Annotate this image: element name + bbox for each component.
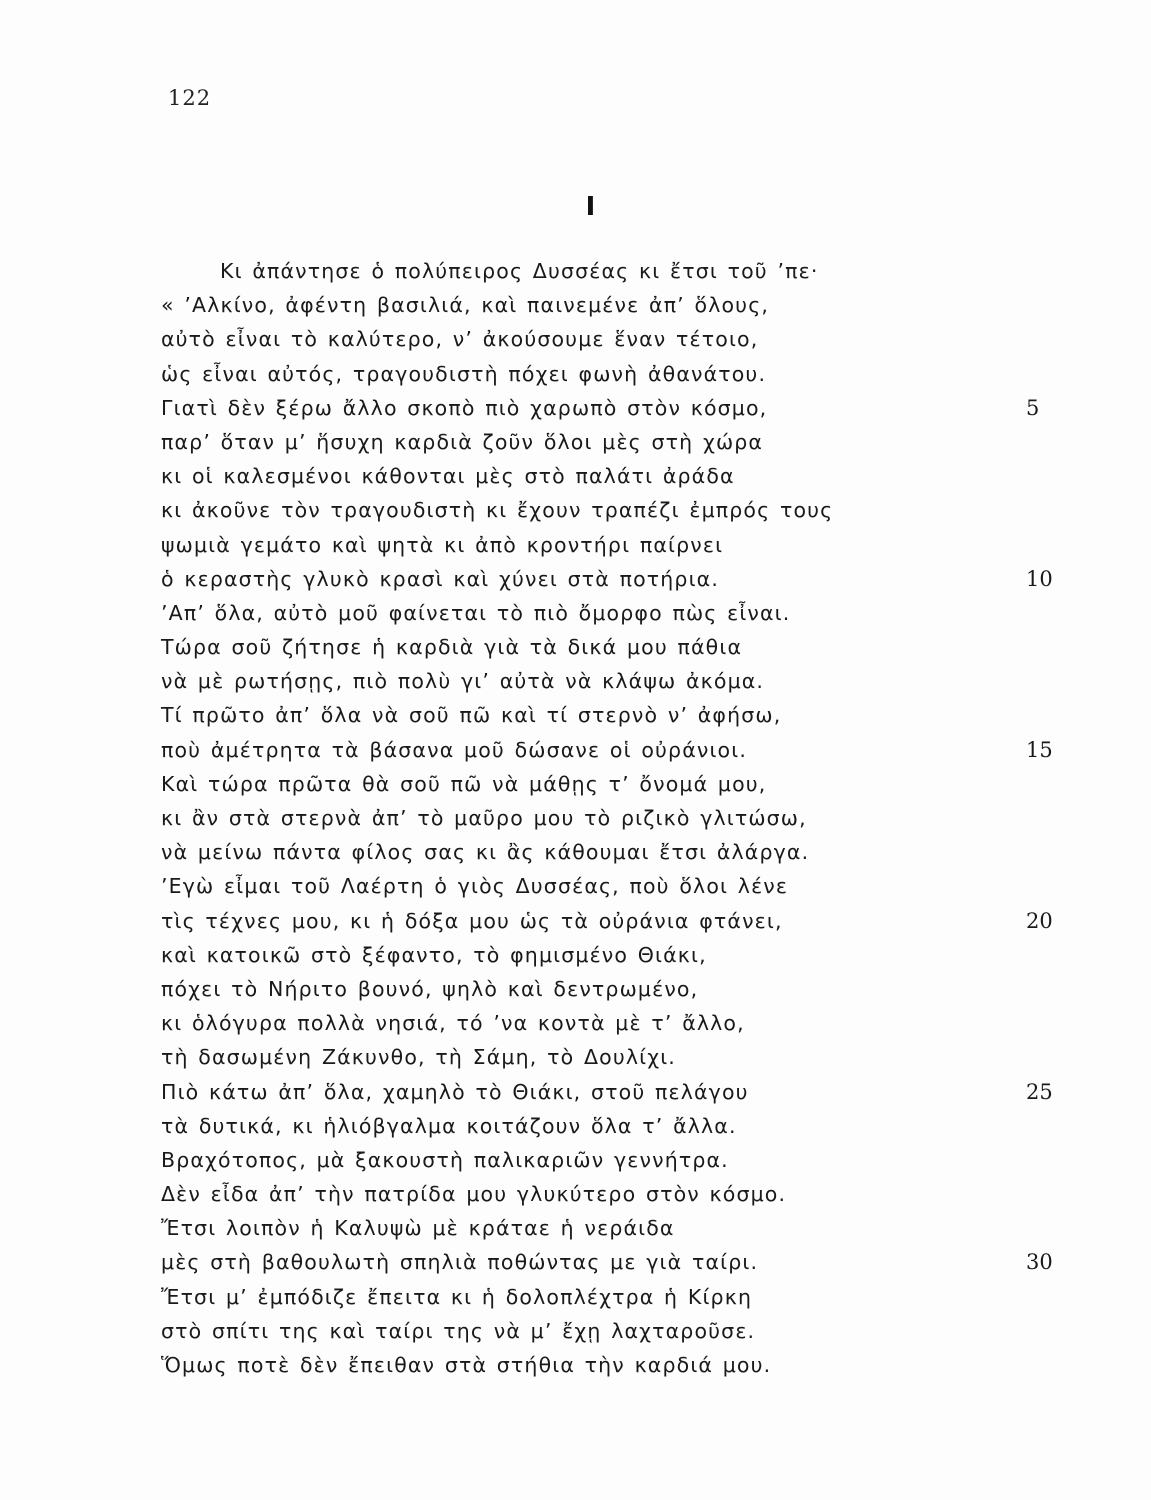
poem-line <box>0 1348 1151 1382</box>
poem-line <box>0 801 1151 835</box>
poem-line <box>0 869 1151 903</box>
poem-line-text: Βραχότοπος, μὰ ξακουστὴ παλικαριῶν γεννήτρα. <box>161 1147 729 1172</box>
poem-line-text: ὡς εἶναι αὐτός, τραγουδιστὴ πόχει φωνὴ ἀθανάτου. <box>161 361 767 386</box>
poem-line <box>0 1245 1151 1279</box>
poem-line-text: Ὅμως ποτὲ δὲν ἔπειθαν στὰ στήθια τὴν καρδιά μου. <box>161 1353 772 1377</box>
poem-line-text: Τώρα σοῦ ζήτησε ἡ καρδιὰ γιὰ τὰ δικά μου πάθια <box>161 635 743 660</box>
poem-line-text: παρ’ ὅταν μ’ ἥσυχη καρδιὰ ζοῦν ὅλοι μὲς στὴ χώρα <box>161 429 764 454</box>
line-number: 10 <box>1026 566 1053 591</box>
poem-line-text: Τί πρῶτο ἀπ’ ὅλα νὰ σοῦ πῶ καὶ τί στερνὸ ν’ ἀφήσω, <box>161 703 782 728</box>
poem-line-text: κι ὁλόγυρα πολλὰ νησιά, τό ’να κοντὰ μὲ τ’ ἄλλο, <box>161 1011 745 1036</box>
poem-line-text: Γιατὶ δὲν ξέρω ἄλλο σκοπὸ πιὸ χαρωπὸ στὸν κόσμο, <box>161 395 768 420</box>
chapter-heading: I <box>585 192 596 222</box>
poem-line <box>0 1075 1151 1109</box>
poem-line <box>0 459 1151 493</box>
poem-line-text: αὐτὸ εἶναι τὸ καλύτερο, ν’ ἀκούσουμε ἕναν τέτοιο, <box>161 327 759 352</box>
poem-line <box>0 664 1151 698</box>
poem-line <box>0 1109 1151 1143</box>
poem-line <box>0 596 1151 630</box>
poem-line <box>0 425 1151 459</box>
poem-line <box>0 1040 1151 1074</box>
poem-line-text: Πιὸ κάτω ἀπ’ ὅλα, χαμηλὸ τὸ Θιάκι, στοῦ πελάγου <box>161 1079 749 1104</box>
poem-line-text: ψωμιὰ γεμάτο καὶ ψητὰ κι ἀπὸ κροντήρι παίρνει <box>161 532 724 557</box>
poem-line-text: ποὺ ἀμέτρητα τὰ βάσανα μοῦ δώσανε οἱ οὐράνιοι. <box>161 737 748 762</box>
line-number: 15 <box>1026 737 1053 762</box>
poem-line-text: Δὲν εἶδα ἀπ’ τὴν πατρίδα μου γλυκύτερο στὸν κόσμο. <box>161 1182 787 1207</box>
line-number: 30 <box>1026 1250 1053 1275</box>
poem-line-text: ὁ κεραστὴς γλυκὸ κρασὶ καὶ χύνει στὰ ποτήρια. <box>161 566 719 591</box>
poem-line-text: τὰ δυτικά, κι ἡλιόβγαλμα κοιτάζουν ὅλα τ’ ἄλλα. <box>161 1113 737 1138</box>
poem-line <box>0 1280 1151 1314</box>
poem-line <box>0 630 1151 664</box>
poem-line-text: στὸ σπίτι της καὶ ταίρι της νὰ μ’ ἔχῃ λαχταροῦσε. <box>161 1318 756 1343</box>
poem-line-text: ’Απ’ ὅλα, αὐτὸ μοῦ φαίνεται τὸ πιὸ ὄμορφο πὼς εἶναι. <box>161 600 791 625</box>
poem-line-text: Καὶ τώρα πρῶτα θὰ σοῦ πῶ νὰ μάθῃς τ’ ὄνομά μου, <box>161 771 767 796</box>
poem-line <box>0 938 1151 972</box>
poem-line <box>0 493 1151 527</box>
poem-line <box>0 357 1151 391</box>
poem-line-text: πόχει τὸ Νήριτο βουνό, ψηλὸ καὶ δεντρωμένο, <box>161 976 699 1001</box>
poem-line-text: κι οἱ καλεσμένοι κάθονται μὲς στὸ παλάτι ἀράδα <box>161 464 735 489</box>
poem-line-text: τὶς τέχνες μου, κι ἡ δόξα μου ὡς τὰ οὐράνια φτάνει, <box>161 908 783 933</box>
line-number: 20 <box>1026 908 1053 933</box>
poem-text <box>0 254 1151 1382</box>
poem-line-text: καὶ κατοικῶ στὸ ξέφαντο, τὸ φημισμένο Θιάκι, <box>161 942 707 967</box>
poem-line-text: κι ἀκοῦνε τὸν τραγουδιστὴ κι ἔχουν τραπέζι ἐμπρός τους <box>161 498 834 523</box>
poem-line <box>0 904 1151 938</box>
poem-line <box>0 254 1151 288</box>
poem-line-text: Ἔτσι λοιπὸν ἡ Καλυψὼ μὲ κράταε ἡ νεράιδα <box>161 1216 675 1241</box>
poem-line <box>0 322 1151 356</box>
page-number: 122 <box>168 86 212 110</box>
poem-line-text: Ἔτσι μ’ ἐμπόδιζε ἔπειτα κι ἡ δολοπλέχτρα ἡ Κίρκη <box>161 1284 753 1309</box>
poem-line-text: κι ἂν στὰ στερνὰ ἀπ’ τὸ μαῦρο μου τὸ ριζικὸ γλιτώσω, <box>161 806 807 830</box>
poem-line-text: ’Εγὼ εἶμαι τοῦ Λαέρτη ὁ γιὸς Δυσσέας, ποὺ ὅλοι λένε <box>161 874 789 899</box>
poem-line-text: τὴ δασωμένη Ζάκυνθο, τὴ Σάμη, τὸ Δουλίχι. <box>161 1045 676 1070</box>
poem-line-text: νὰ μείνω πάντα φίλος σας κι ἂς κάθουμαι ἔτσι ἀλάργα. <box>161 840 810 865</box>
line-number: 5 <box>1026 395 1040 420</box>
poem-line <box>0 1177 1151 1211</box>
poem-line <box>0 528 1151 562</box>
poem-line-text: Κι ἀπάντησε ὁ πολύπειρος Δυσσέας κι ἔτσι τοῦ ’πε· <box>220 259 819 283</box>
poem-line-text: « ’Αλκίνο, ἀφέντη βασιλιά, καὶ παινεμένε ἀπ’ ὅλους, <box>161 293 770 318</box>
poem-line-text: μὲς στὴ βαθουλωτὴ σπηλιὰ ποθώντας με γιὰ ταίρι. <box>161 1250 759 1275</box>
poem-line <box>0 391 1151 425</box>
line-number: 25 <box>1026 1079 1053 1104</box>
poem-line-text: νὰ μὲ ρωτήσῃς, πιὸ πολὺ γι’ αὐτὰ νὰ κλάψω ἀκόμα. <box>161 669 765 694</box>
poem-line <box>0 562 1151 596</box>
poem-line <box>0 835 1151 869</box>
poem-line <box>0 1143 1151 1177</box>
poem-line <box>0 972 1151 1006</box>
poem-line <box>0 698 1151 732</box>
poem-line <box>0 767 1151 801</box>
poem-line <box>0 1006 1151 1040</box>
poem-line <box>0 1211 1151 1245</box>
poem-line <box>0 733 1151 767</box>
poem-line <box>0 288 1151 322</box>
poem-line <box>0 1314 1151 1348</box>
